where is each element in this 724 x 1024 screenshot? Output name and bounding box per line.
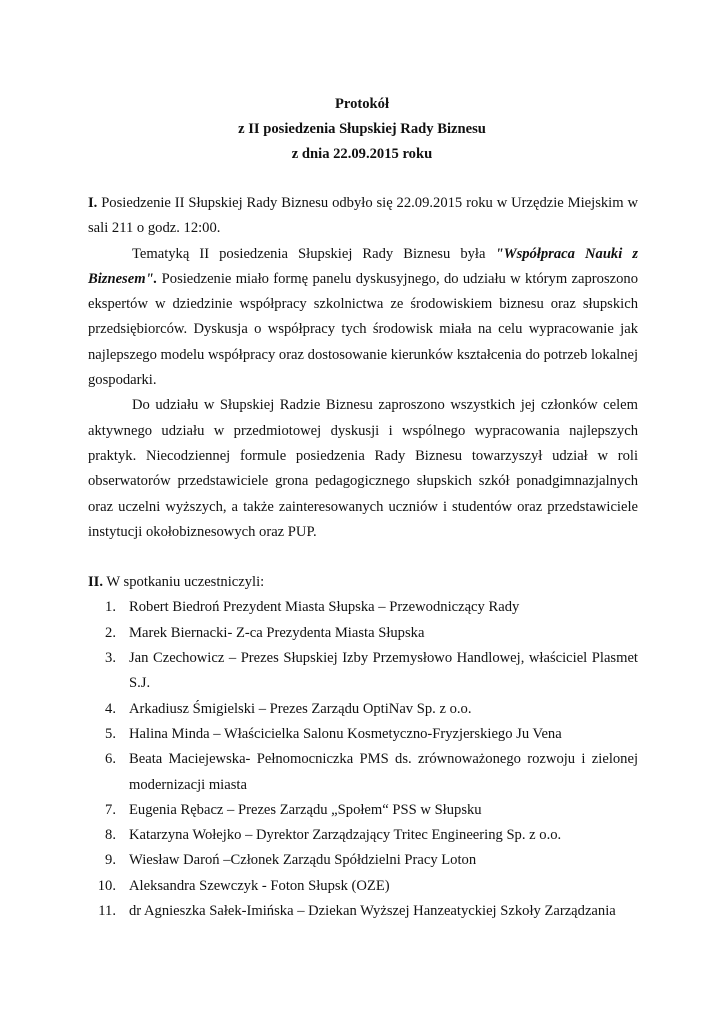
list-item-text: dr Agnieszka Sałek-Imińska – Dziekan Wyższej Hanzeatyckiej Szkoły Zarządzania bbox=[129, 903, 616, 920]
list-item-number: 2. bbox=[105, 624, 116, 641]
list-item-text: Aleksandra Szewczyk - Foton Słupsk (OZE) bbox=[129, 877, 390, 894]
document-header bbox=[0, 92, 724, 167]
meeting-theme: "Współpraca Nauki z Biznesem". bbox=[88, 245, 638, 287]
theme-lead-text: Tematyką II posiedzenia Słupskiej Rady Biznesu była bbox=[132, 245, 496, 262]
section-2-intro bbox=[88, 570, 638, 595]
document-title: Protokół bbox=[334, 96, 390, 112]
section-2-numeral: II. bbox=[88, 574, 104, 591]
theme-followup-text: Posiedzenie miało formę panelu dyskusyjnego, do udziału w którym zaproszono ekspertów w dziedzinie współpracy szkolnictwa ze środowiskiem biznesu oraz słupskich przedsiębiorców. Dyskusja o współpracy tych środowisk miała na celu wypracowanie jak najlepszego modelu współpracy oraz dostosowanie kierunków kształcenia do potrzeb lokalnej gospodarki. bbox=[88, 270, 638, 389]
section-1-numeral: I. bbox=[88, 195, 98, 211]
list-item bbox=[88, 899, 638, 924]
list-item bbox=[88, 697, 638, 722]
list-item-text: Robert Biedroń Prezydent Miasta Słupska – Przewodniczący Rady bbox=[129, 599, 520, 616]
list-item-number: 7. bbox=[105, 801, 116, 818]
list-item-text: Halina Minda – Właścicielka Salonu Kosmetyczno-Fryzjerskiego Ju Vena bbox=[129, 725, 562, 742]
list-item-number: 8. bbox=[105, 827, 116, 844]
document-body bbox=[88, 191, 638, 924]
list-item-number: 11. bbox=[98, 903, 116, 920]
list-item bbox=[88, 646, 638, 697]
list-item-number: 3. bbox=[105, 650, 116, 667]
list-item bbox=[88, 747, 638, 798]
list-item bbox=[88, 848, 638, 873]
list-item-number: 9. bbox=[105, 852, 116, 869]
list-item bbox=[88, 874, 638, 899]
list-item bbox=[88, 595, 638, 620]
list-item-text: Katarzyna Wołejko – Dyrektor Zarządzający Tritec Engineering Sp. z o.o. bbox=[129, 827, 562, 844]
list-item-number: 1. bbox=[105, 599, 116, 616]
section-1-intro-text: Posiedzenie II Słupskiej Rady Biznesu odbyło się 22.09.2015 roku w Urzędzie Miejskim w sali 211 o godz. 12:00. bbox=[88, 195, 638, 237]
document-date: z dnia 22.09.2015 roku bbox=[291, 146, 433, 162]
list-item-number: 4. bbox=[105, 700, 116, 717]
list-item-number: 10. bbox=[97, 877, 116, 894]
section-1-paragraph-theme bbox=[88, 242, 638, 394]
list-item-text: Marek Biernacki- Z-ca Prezydenta Miasta Słupska bbox=[129, 624, 425, 641]
list-item-text: Jan Czechowicz – Prezes Słupskiej Izby Przemysłowo Handlowej, właściciel Plasmet S.J. bbox=[129, 650, 638, 692]
list-item-text: Wiesław Daroń –Członek Zarządu Spółdzielni Pracy Loton bbox=[129, 852, 477, 869]
section-1-paragraph-participation: Do udziału w Słupskiej Radzie Biznesu zaproszono wszystkich jej członków celem aktywnego udziału w przedmiotowej dyskusji i wspólnego wypracowania najlepszych praktyk. Niecodziennej formule posiedzenia Rady Biznesu towarzyszył udział w roli obserwatorów przedstawiciele grona pedagogicznego słupskich szkół ponadgimnazjalnych oraz uczelni wyższych, a także zainteresowanych uczniów i studentów oraz przedstawiciele instytucji okołobiznesowych oraz PUP. bbox=[88, 397, 638, 540]
list-item-text: Eugenia Rębacz – Prezes Zarządu „Społem“ PSS w Słupsku bbox=[129, 801, 482, 818]
document-subtitle: z II posiedzenia Słupskiej Rady Biznesu bbox=[238, 121, 486, 137]
list-item-number: 6. bbox=[105, 751, 116, 768]
section-1-intro bbox=[88, 191, 638, 242]
list-item-text: Arkadiusz Śmigielski – Prezes Zarządu OptiNav Sp. z o.o. bbox=[129, 700, 472, 717]
list-item bbox=[88, 798, 638, 823]
list-item bbox=[88, 823, 638, 848]
section-spacer bbox=[88, 545, 638, 570]
list-item bbox=[88, 621, 638, 646]
list-item-number: 5. bbox=[105, 725, 116, 742]
list-item-text: Beata Maciejewska- Pełnomocniczka PMS ds. zrównoważonego rozwoju i zielonej modernizacji miasta bbox=[129, 751, 638, 793]
participants-list bbox=[88, 595, 638, 924]
list-item bbox=[88, 722, 638, 747]
section-2-intro-text: W spotkaniu uczestniczyli: bbox=[103, 574, 265, 591]
